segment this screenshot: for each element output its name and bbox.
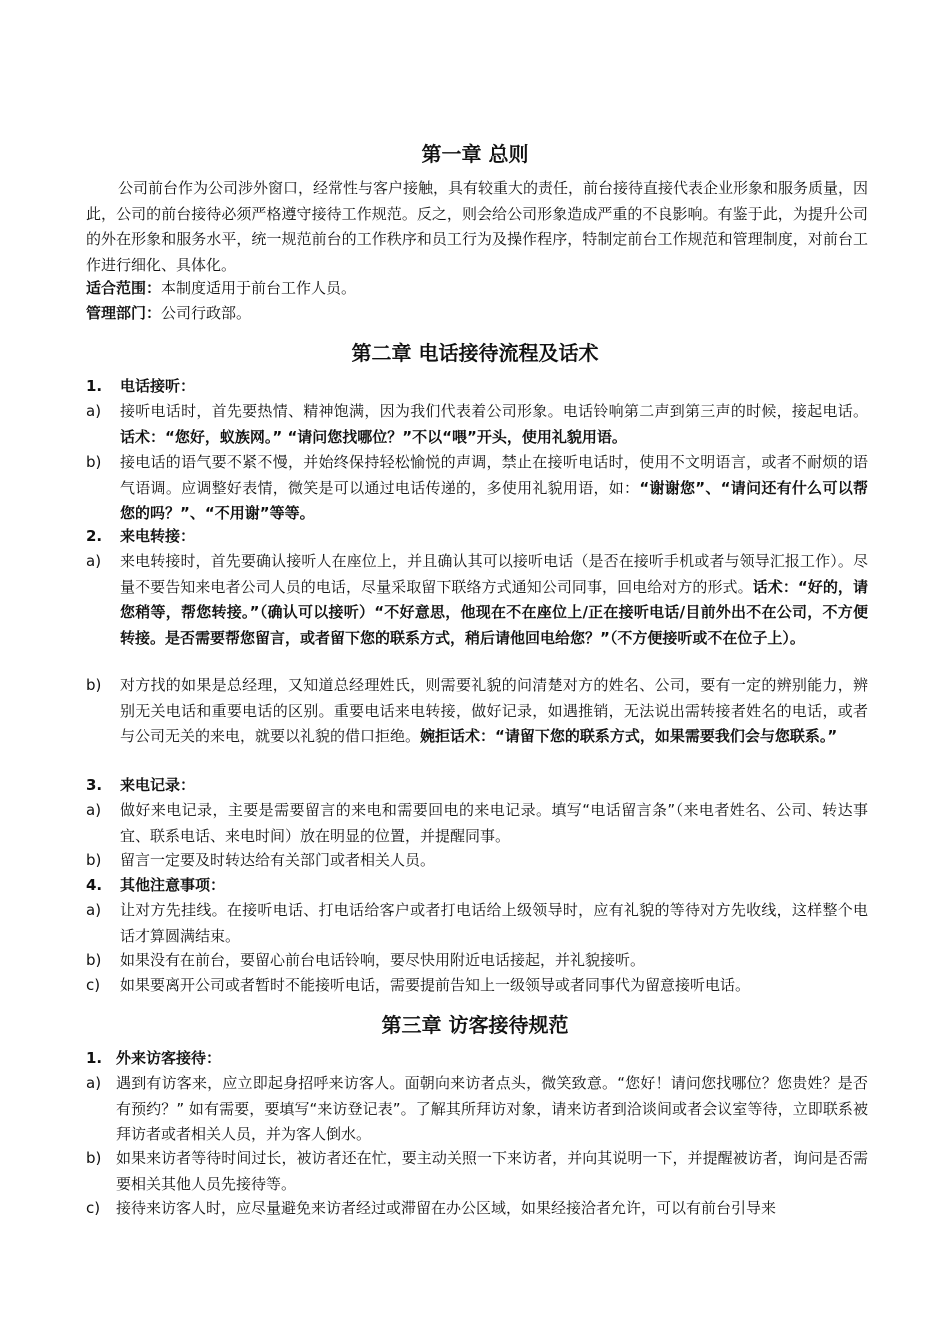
section-heading (86, 873, 225, 899)
item-marker: a) (86, 402, 102, 420)
section-title: 电话接听： (120, 377, 196, 395)
section-number: 1. (86, 377, 103, 395)
list-item (86, 673, 868, 750)
section-title: 外来访客接待： (116, 1049, 222, 1067)
item-text: 接听电话时，首先要热情、精神饱满，因为我们代表着公司形象。电话铃响第二声到第三声的时候，接起电话。 (120, 402, 868, 420)
item-text: 做好来电记录，主要是需要留言的来电和需要回电的来电记录。填写“电话留言条”（来电者姓名、公司、转达事宜、联系电话、来电时间）放在明显的位置，并提醒同事。 (120, 801, 868, 845)
dept-label: 管理部门： (86, 304, 162, 322)
section-number: 4. (86, 876, 103, 894)
item-text: 如果来访者等待时间过长，被访者还在忙，要主动关照一下来访者，并向其说明一下，并提醒被访者，询问是否需要相关其他人员先接待等。 (116, 1149, 868, 1193)
section-title: 其他注意事项： (120, 876, 226, 894)
dept-text: 公司行政部。 (161, 304, 252, 322)
chapter2-title: 第二章 电话接待流程及话术 (351, 341, 599, 365)
list-item (86, 973, 868, 999)
section-heading (86, 374, 195, 400)
item-script-text: 话术：“您好，蚁族网。” “请问您找哪位？”不以“喂”开头，使用礼貌用语。 (120, 427, 627, 446)
item-text: 对方找的如果是总经理，又知道总经理姓氏，则需要礼貌的问清楚对方的姓名、公司，要有一定的辨别能力，辨别无关电话和重要电话的区别。重要电话来电转接，做好记录，如遇推销，无法说出需转接者姓名的电话，或者与公司无关的来电，就要以礼貌的借口拒绝。 (120, 676, 868, 745)
item-text: 遇到有访客来，应立即起身招呼来访客人。面朝向来访者点头，微笑致意。“您好！请问您找哪位？您贵姓？是否有预约？” 如有需要，要填写“来访登记表”。了解其所拜访对象，请来访者到洽谈间或者会议室等待，立即联系被拜访者或者相关人员，并为客人倒水。 (116, 1074, 868, 1143)
chapter3-title: 第三章 访客接待规范 (381, 1013, 569, 1037)
item-text: 如果没有在前台，要留心前台电话铃响，要尽快用附近电话接起，并礼貌接听。 (120, 951, 646, 969)
section-heading (86, 524, 195, 550)
list-item (86, 450, 868, 527)
item-marker: b) (86, 851, 102, 869)
section-number: 2. (86, 527, 103, 545)
item-text: 接电话的语气要不紧不慢，并始终保持轻松愉悦的声调，禁止在接听电话时，使用不文明语言，或者不耐烦的语气语调。应调整好表情，微笑是可以通过电话传递的，多使用礼貌用语，如： (120, 453, 868, 497)
item-marker: a) (86, 901, 102, 919)
list-item (86, 1146, 868, 1197)
list-item (86, 898, 868, 949)
item-marker: a) (86, 552, 102, 570)
item-marker: a) (86, 801, 102, 819)
item-script-text: 婉拒话术：“请留下您的联系方式，如果需要我们会与您联系。” (420, 727, 838, 745)
section-number: 3. (86, 776, 103, 794)
list-item (86, 848, 868, 874)
item-marker: b) (86, 676, 102, 694)
item-script-text: “谢谢您”、“请问还有什么可以帮您的吗？”、“不用谢”等等。 (120, 478, 868, 522)
section-heading (86, 773, 195, 799)
chapter1-title: 第一章 总则 (421, 142, 529, 166)
dept-line (86, 301, 868, 327)
item-text: 接待来访客人时，应尽量避免来访者经过或滞留在办公区域，如果经接洽者允许，可以有前台引导来 (116, 1199, 777, 1217)
section-heading (86, 1046, 221, 1072)
list-item (86, 1196, 868, 1222)
scope-label: 适合范围： (86, 279, 162, 297)
section-title: 来电记录： (120, 776, 196, 794)
item-marker: c) (86, 1199, 101, 1217)
list-item (86, 549, 868, 651)
scope-text: 本制度适用于前台工作人员。 (161, 279, 357, 297)
item-text: 来电转接时，首先要确认接听人在座位上，并且确认其可以接听电话（是否在接听手机或者与领导汇报工作）。尽量不要告知来电者公司人员的电话，尽量采取留下联络方式通知公司同事，回电给对方的形式。 (120, 552, 868, 596)
item-text: 让对方先挂线。在接听电话、打电话给客户或者打电话给上级领导时，应有礼貌的等待对方先收线，这样整个电话才算圆满结束。 (120, 901, 868, 945)
list-item (86, 399, 868, 450)
scope-line (86, 276, 868, 302)
item-marker: a) (86, 1074, 102, 1092)
section-title: 来电转接： (120, 527, 196, 545)
item-marker: b) (86, 1149, 102, 1167)
item-marker: b) (86, 951, 102, 969)
item-text: 如果要离开公司或者暂时不能接听电话，需要提前告知上一级领导或者同事代为留意接听电话。 (120, 976, 751, 994)
item-marker: c) (86, 976, 101, 994)
item-marker: b) (86, 453, 102, 471)
section-number: 1. (86, 1049, 103, 1067)
chapter1-intro: 公司前台作为公司涉外窗口，经常性与客户接触，具有较重大的责任，前台接待直接代表企业形象和服务质量，因此，公司的前台接待必须严格遵守接待工作规范。反之，则会给公司形象造成严重的不良影响。有鉴于此，为提升公司的外在形象和服务水平，统一规范前台的工作秩序和员工行为及操作程序，特制定前台工作规范和管理制度，对前台工作进行细化、具体化。 (86, 179, 869, 274)
item-text: 留言一定要及时转达给有关部门或者相关人员。 (120, 851, 436, 869)
list-item (86, 1071, 868, 1148)
list-item (86, 948, 868, 974)
list-item (86, 798, 868, 849)
item-script-text: 话术：“好的，请您稍等，帮您转接。”（确认可以接听）“不好意思，他现在不在座位上/正在接听电话/目前外出不在公司，不方便转接。是否需要帮您留言，或者留下您的联系方式，稍后请他回电给您？”（不方便接听或不在位子上）。 (120, 577, 868, 647)
